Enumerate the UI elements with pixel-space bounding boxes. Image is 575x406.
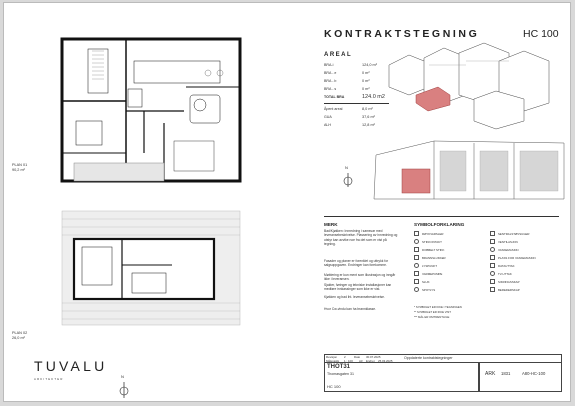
symbol-note: * SYMBOLET ER IKKE I TEGNINGEN bbox=[414, 305, 462, 309]
rev-label: Revisjon bbox=[326, 355, 338, 359]
symbol-label: DOBBELT STIKK bbox=[422, 248, 445, 252]
project-address: Thomasgaten 31 bbox=[327, 372, 354, 376]
areal-row bbox=[324, 95, 394, 103]
plan-02-area: 26,0 m² bbox=[12, 336, 25, 340]
symbol-label: TV-UTTAK bbox=[498, 272, 512, 276]
symbol-label: BRANNSLUKKER bbox=[422, 256, 446, 260]
spot-icon bbox=[414, 287, 419, 292]
areal-row bbox=[324, 71, 394, 79]
symbol-label: SLUK bbox=[422, 280, 430, 284]
areal-key: Åpent areal bbox=[324, 107, 343, 111]
north-arrow-icon-2 bbox=[118, 376, 130, 400]
areal-key: TOTAL BRA bbox=[324, 95, 345, 99]
areal-value: 0 m² bbox=[362, 71, 370, 75]
symbol-label: SIKRINGSSKAP bbox=[498, 280, 520, 284]
areal-row bbox=[324, 107, 394, 115]
extinguisher-icon bbox=[414, 255, 419, 260]
areal-key: BRA-i bbox=[324, 63, 334, 67]
title-block-divider bbox=[478, 363, 480, 392]
data-icon bbox=[490, 263, 495, 268]
plan-01-area: 90,2 m² bbox=[12, 168, 25, 172]
page-title: KONTRAKTSTEGNING bbox=[324, 28, 480, 40]
symbol-label: SENTRALSTØVSUGER bbox=[498, 232, 530, 236]
vent-icon bbox=[490, 239, 495, 244]
north-arrow-icon bbox=[342, 163, 354, 189]
areal-heading: AREAL bbox=[324, 52, 353, 58]
scale-label: Målestokk bbox=[326, 358, 340, 363]
symbol-label: LYSPUNKT bbox=[422, 264, 438, 268]
plan-02-label bbox=[12, 331, 27, 341]
double-socket-icon bbox=[414, 247, 419, 252]
symbol-label: STIKKONTAKT bbox=[422, 240, 442, 244]
divider bbox=[324, 216, 559, 217]
areal-value: 0 m² bbox=[362, 87, 370, 91]
plan-01-label bbox=[12, 163, 27, 173]
areal-key: BRA - s bbox=[324, 87, 337, 91]
plan-02-name: PLAN 02 bbox=[12, 331, 28, 335]
project-number: 1831 bbox=[501, 371, 511, 376]
symbol-label: RØYKVARSLER bbox=[422, 232, 444, 236]
areal-key: BRA - e bbox=[324, 71, 337, 75]
areal-value: 12,8 m² bbox=[362, 123, 375, 127]
footer-code: HC 100 bbox=[327, 384, 341, 389]
merk-paragraph: Fasader og planer er forenklet og uttrykk for salgsoppgaven. Endringer kan forekomme. bbox=[324, 259, 389, 268]
date-value: 30.07.2025 bbox=[366, 355, 381, 359]
areal-total-rule bbox=[324, 103, 389, 104]
updated-value: 25.03.2025 bbox=[378, 358, 393, 363]
washer-space-icon bbox=[490, 255, 495, 260]
areal-row bbox=[324, 115, 394, 123]
symbol-label: VARMEPUMPE bbox=[422, 272, 443, 276]
tank-icon bbox=[490, 287, 495, 292]
drawing-number: A80-HC-100 bbox=[522, 371, 546, 376]
washer-icon bbox=[490, 247, 495, 252]
project-name: THOT31 bbox=[327, 364, 351, 370]
symbol-label: SPOTLYS bbox=[422, 288, 436, 292]
areal-value: 8,0 m² bbox=[362, 107, 373, 111]
fuse-icon bbox=[490, 279, 495, 284]
tv-icon bbox=[490, 271, 495, 276]
symbol-label: PLASS FOR VASKEMASKIN bbox=[498, 256, 536, 260]
merk-paragraph: Sjakter, føringer og tekniske installasjoner kan medføre innkassinger som ikke er vist. bbox=[324, 283, 392, 292]
logo-sub: ARKITEKTER bbox=[34, 377, 64, 381]
drawing-sheet bbox=[3, 2, 571, 402]
areal-value: 37,6 m² bbox=[362, 115, 375, 119]
areal-row bbox=[324, 79, 394, 87]
merk-paragraph: Kjøkken og bad iht. leveransebeskrivelse. bbox=[324, 295, 385, 299]
merk-paragraph: Møblering er kun ment som illustrasjon og inngår ikke i leveransen. bbox=[324, 273, 396, 282]
merk-paragraph: Hvor Cw-vindu kan ha brannklasse. bbox=[324, 307, 377, 311]
areal-key: ALH bbox=[324, 123, 331, 127]
symbol-note: ** SYMBOLET ER IKKE VIST bbox=[414, 310, 451, 314]
areal-row bbox=[324, 123, 394, 131]
north-label-2: N bbox=[121, 374, 124, 379]
drawing-code: HC 100 bbox=[523, 28, 559, 40]
logo-name: TUVALU bbox=[34, 358, 108, 374]
sheet-size: A3 bbox=[359, 358, 363, 363]
symbol-note: *** MÅL ER OMTRENTLIGE bbox=[414, 315, 450, 319]
heat-pump-icon bbox=[414, 271, 419, 276]
symbol-label: DATAUTTAK bbox=[498, 264, 515, 268]
updated-label: Endret bbox=[366, 358, 375, 363]
symbol-label: VASKEMASKIN bbox=[498, 248, 519, 252]
drain-icon bbox=[414, 279, 419, 284]
scale-value: 1 : 100 bbox=[344, 358, 353, 363]
rev-value: 2 bbox=[344, 355, 346, 359]
drawing-label: Oppdaterte kontraktstegninger bbox=[404, 356, 453, 360]
areal-value: 0 m² bbox=[362, 79, 370, 83]
date-label: Dato bbox=[354, 355, 361, 359]
plan-01-name: PLAN 01 bbox=[12, 163, 28, 167]
areal-row bbox=[324, 63, 394, 71]
smoke-detector-icon bbox=[414, 231, 419, 236]
areal-key: GUA bbox=[324, 115, 332, 119]
areal-value: 124,0 m² bbox=[362, 63, 377, 67]
symbol-label: BEREDERSKAP bbox=[498, 288, 520, 292]
socket-icon bbox=[414, 239, 419, 244]
symbol-label: VENTILASJON bbox=[498, 240, 518, 244]
symbol-heading: SYMBOLFORKLARING bbox=[414, 222, 465, 227]
light-icon bbox=[414, 263, 419, 268]
merk-heading: MERK bbox=[324, 222, 338, 227]
discipline: ARK bbox=[485, 371, 496, 377]
merk-paragraph: Bad/Kjøkken: Innredning i samsvar med leveransebeskrivelse. Plassering av innredning og utstyr kan avvike noe fra det som er vist på tegning. bbox=[324, 229, 398, 246]
massing-drawing bbox=[4, 3, 571, 402]
areal-value: 124.0 m2 bbox=[362, 94, 385, 100]
vacuum-icon bbox=[490, 231, 495, 236]
areal-key: BRA - b bbox=[324, 79, 337, 83]
north-label: N bbox=[345, 165, 348, 170]
